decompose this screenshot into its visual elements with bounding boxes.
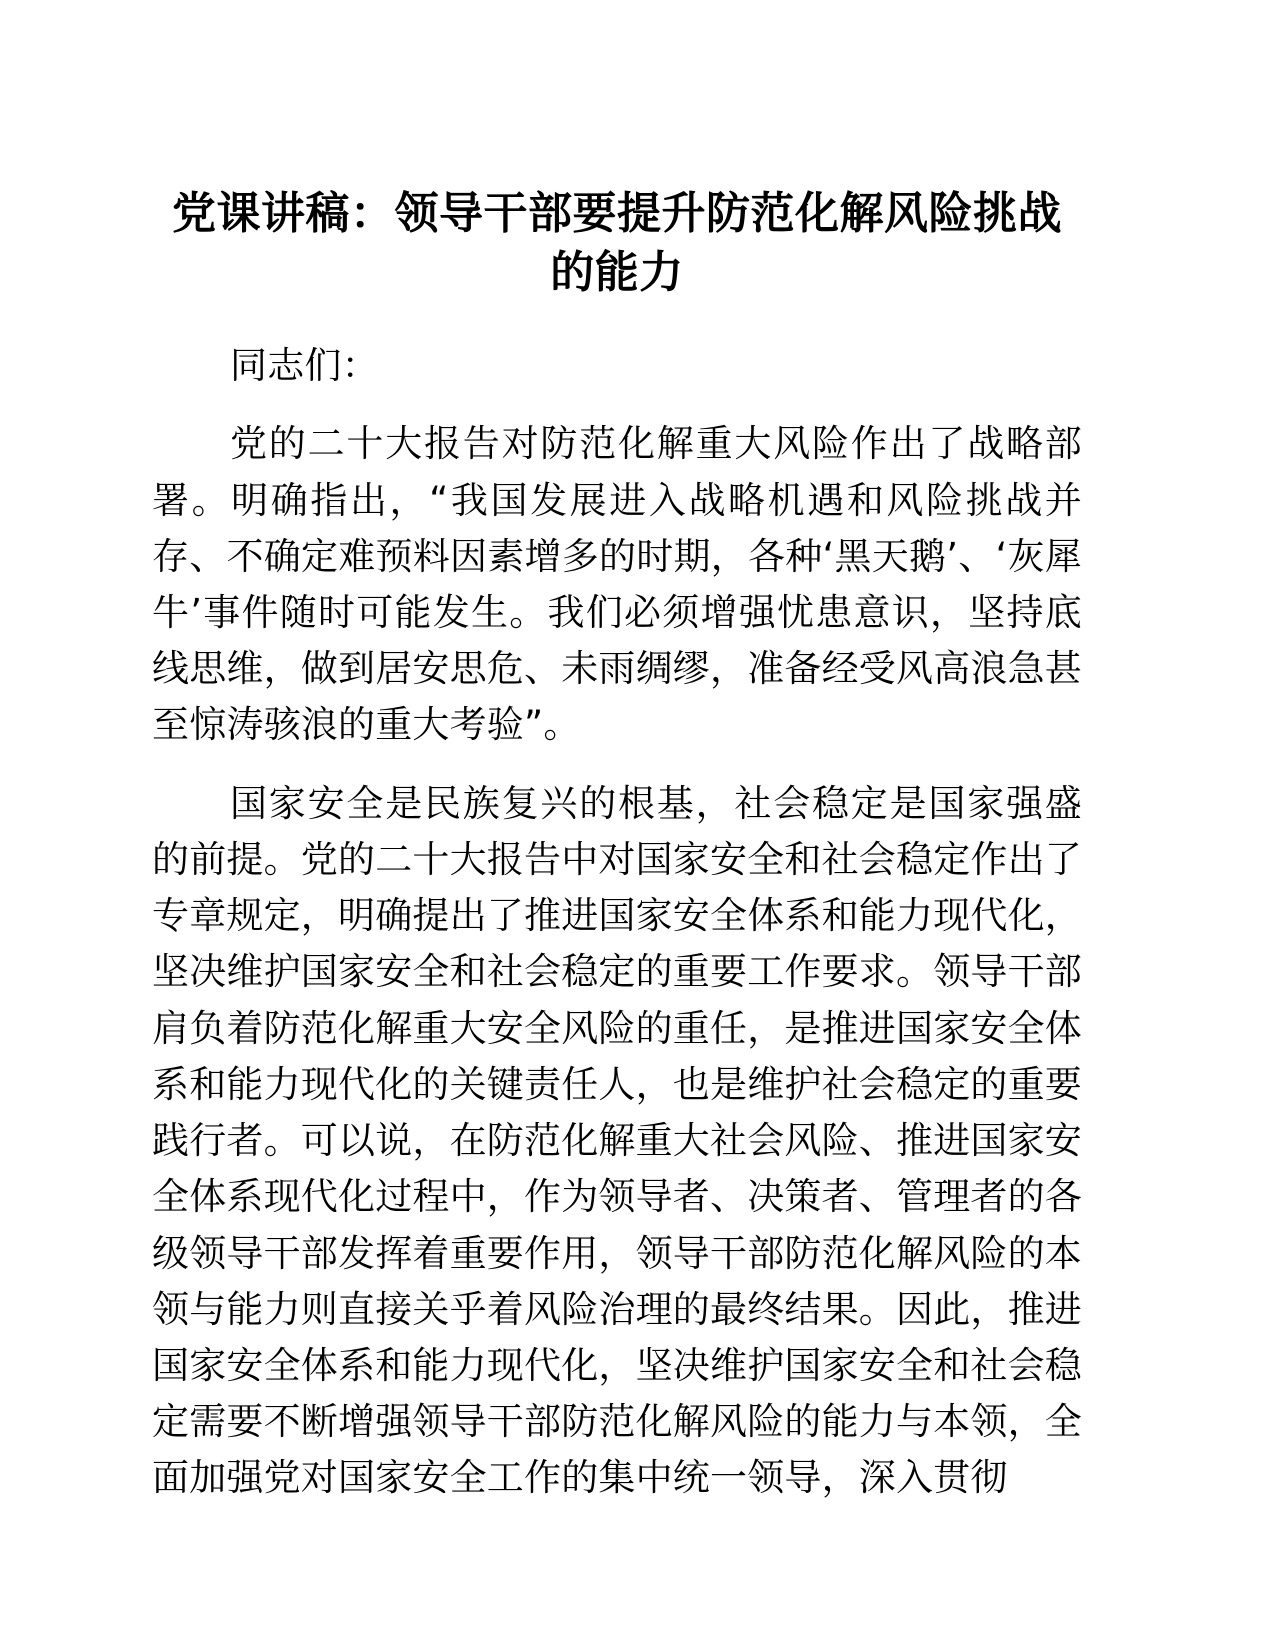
page-content	[152, 0, 1082, 1507]
salutation-line: 同志们：	[230, 344, 379, 388]
body-paragraph-1: 党的二十大报告对防范化解重大风险作出了战略部署。明确指出，“我国发展进入战略机遇和风险挑战并存、不确定难预料因素增多的时期，各种‘黑天鹅’、‘灰犀牛’事件随时可能发生。我们必须增强忧患意识，坚持底线思维，做到居安思危、未雨绸缪，准备经受风高浪急甚至惊涛骇浪的重大考验”。	[152, 422, 1082, 747]
page-title: 党课讲稿：领导干部要提升防范化解风险挑战的能力	[172, 188, 1062, 298]
body-paragraph-2: 国家安全是民族复兴的根基，社会稳定是国家强盛的前提。党的二十大报告中对国家安全和社会稳定作出了专章规定，明确提出了推进国家安全体系和能力现代化，坚决维护国家安全和社会稳定的重要工作要求。领导干部肩负着防范化解重大安全风险的重任，是推进国家安全体系和能力现代化的关键责任人，也是维护社会稳定的重要践行者。可以说，在防范化解重大社会风险、推进国家安全体系现代化过程中，作为领导者、决策者、管理者的各级领导干部发挥着重要作用，领导干部防范化解风险的本领与能力则直接关乎着风险治理的最终结果。因此，推进国家安全体系和能力现代化，坚决维护国家安全和社会稳定需要不断增强领导干部防范化解风险的能力与本领，全面加强党对国家安全工作的集中统一领导，深入贯彻	[152, 781, 1082, 1500]
